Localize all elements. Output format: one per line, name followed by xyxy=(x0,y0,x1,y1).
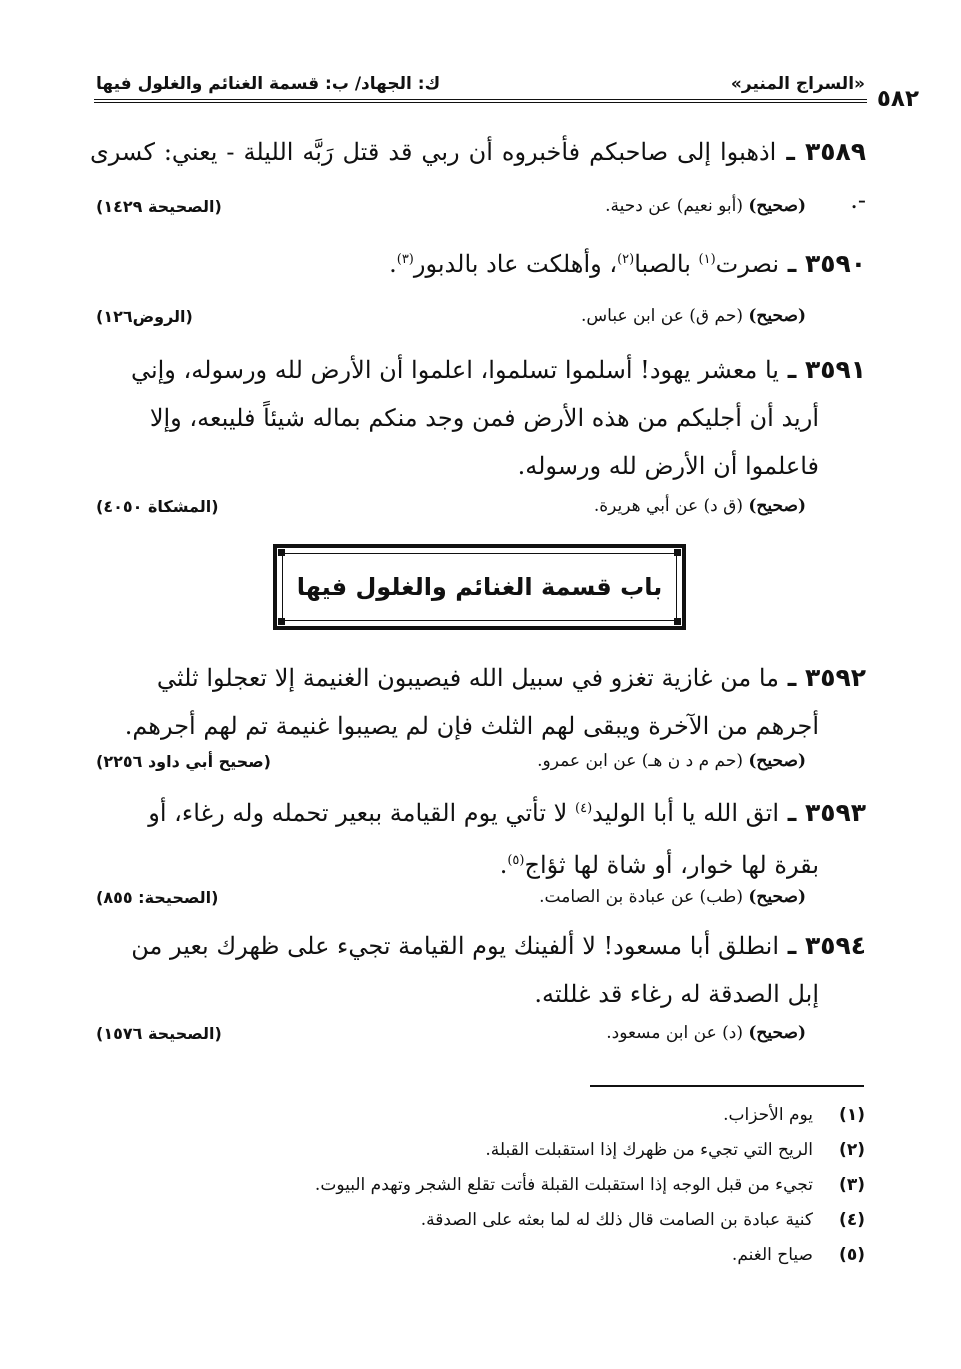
hadith-grade: (صحيح) xyxy=(748,306,806,326)
footnote-marker: (٥) xyxy=(507,853,525,868)
footnote-item xyxy=(200,1168,865,1203)
hadith-reference: (الصحيحة: ٨٥٥) xyxy=(96,887,219,907)
hadith-3592 xyxy=(90,654,866,750)
hadith-line: أجرهم من الآخرة ويبقى لهم الثلث فإن لم يصيبوا غنيمة تم لهم أجرهم. xyxy=(124,712,819,740)
hadith-text-part: ، وأهلكت عاد بالدبور xyxy=(413,250,618,278)
hadith-source: (د) عن ابن مسعود. xyxy=(606,1023,743,1043)
running-header xyxy=(96,64,865,94)
hadith-line: يا معشر يهود! أسلموا تسلموا، اعلموا أن الأرض لله ورسوله، وإني xyxy=(130,356,779,384)
footnote-marker: (٢) xyxy=(617,252,635,267)
footnotes xyxy=(200,1098,865,1273)
hadith-line: فاعلموا أن الأرض لله ورسوله. xyxy=(517,452,819,480)
hadith-source-line xyxy=(96,748,806,774)
hadith-text-part: . xyxy=(389,250,397,278)
hadith-number: ٣٥٩٠ ـ xyxy=(779,249,866,278)
hadith-reference: (الروض١٢٦) xyxy=(96,306,193,326)
hadith-source-line xyxy=(96,493,806,519)
hadith-reference: (الصحيحة ١٥٧٦) xyxy=(96,1023,222,1043)
hadith-line: ما من غازية تغزو في سبيل الله فيصيبون الغنيمة إلا تعجلوا ثلثي xyxy=(156,664,779,692)
footnote-text: كنية عبادة بن الصامت قال ذلك له لما بعثه على الصدقة. xyxy=(420,1210,813,1230)
hadith-source-line xyxy=(96,303,806,329)
hadith-grade: (صحيح) xyxy=(748,887,806,907)
hadith-grade: (صحيح) xyxy=(748,1023,806,1043)
hadith-number: ٣٥٩٤ ـ xyxy=(779,931,866,960)
footnote-marker: (٣) xyxy=(396,252,414,267)
box-corner-ornament xyxy=(674,618,681,625)
footnote-number: (٤) xyxy=(839,1210,865,1230)
box-corner-ornament xyxy=(278,618,285,625)
hadith-source: (ق د) عن أبي هريرة. xyxy=(593,496,743,516)
hadith-reference: (صحيح أبي داود ٢٢٥٦) xyxy=(96,751,271,771)
hadith-source: (طب) عن عبادة بن الصامت. xyxy=(539,887,743,907)
footnote-number: (٢) xyxy=(839,1140,865,1160)
footnote-number: (٥) xyxy=(839,1245,865,1265)
footnote-text: الريح التي تجيء من ظهرك إذا استقبلت القبلة. xyxy=(485,1140,813,1160)
box-corner-ornament xyxy=(674,549,681,556)
chapter-heading: باب قسمة الغنائم والغلول فيها xyxy=(282,553,677,621)
hadith-number: ٣٥٩١ ـ xyxy=(779,355,866,384)
hadith-line: أريد أن أجليكم من هذه الأرض فمن وجد منكم بماله شيئاً فليبعه، وإلا xyxy=(149,404,819,432)
hadith-source: (حم ق) عن ابن عباس. xyxy=(581,306,743,326)
section-title: ك: الجهاد/ ب: قسمة الغنائم والغلول فيها xyxy=(96,74,441,94)
hadith-text-part: اتق الله يا أبا الوليد xyxy=(592,799,779,827)
hadith-number: ٣٥٩٣ ـ xyxy=(779,798,866,827)
footnote-text: صياح الغنم. xyxy=(731,1245,813,1265)
hadith-source-line xyxy=(96,1020,806,1046)
chapter-heading-box xyxy=(273,544,686,630)
box-corner-ornament xyxy=(278,549,285,556)
hadith-number: ٣٥٨٩ ـ xyxy=(776,137,866,166)
hadith-line: اذهبوا إلى صاحبكم فأخبروه أن ربي قد قتل رَبَّه الليلة - يعني: كسرى -. xyxy=(90,138,866,214)
footnote-item xyxy=(200,1133,865,1168)
footnote-text: تجيء من قبل الوجه إذا استقبلت القبلة فأتت تقلع الشجر وتهدم البيوت. xyxy=(314,1175,813,1195)
hadith-line: إبل الصدقة له رغاء قد غللته. xyxy=(534,980,819,1008)
hadith-3593 xyxy=(90,785,866,889)
hadith-text-part: نصرت xyxy=(715,250,779,278)
footnote-rule xyxy=(590,1085,864,1087)
footnote-item xyxy=(200,1238,865,1273)
hadith-source-line xyxy=(96,884,806,910)
hadith-3594 xyxy=(90,922,866,1018)
hadith-line: انطلق أبا مسعود! لا ألفينك يوم القيامة تجيء على ظهرك بعير من xyxy=(131,932,779,960)
header-rule xyxy=(94,99,867,103)
hadith-number: ٣٥٩٢ ـ xyxy=(779,663,866,692)
footnote-number: (١) xyxy=(839,1105,865,1125)
footnote-item xyxy=(200,1098,865,1133)
hadith-grade: (صحيح) xyxy=(748,496,806,516)
hadith-reference: (المشكاة ٤٠٥٠) xyxy=(96,496,219,516)
hadith-grade: (صحيح) xyxy=(748,751,806,771)
hadith-text-part: بالصبا xyxy=(634,250,699,278)
hadith-source-line xyxy=(96,193,806,219)
hadith-3591 xyxy=(90,346,866,490)
book-title: «السراج المنير» xyxy=(730,74,865,94)
hadith-source: (حم م د ن هـ) عن ابن عمرو. xyxy=(537,751,743,771)
footnote-marker: (٤) xyxy=(575,801,593,816)
hadith-text-part: . xyxy=(499,851,508,879)
hadith-3590 xyxy=(90,236,866,288)
page-number: ٥٨٢ xyxy=(876,86,919,112)
footnote-number: (٣) xyxy=(839,1175,865,1195)
hadith-grade: (صحيح) xyxy=(748,196,806,216)
hadith-text-part: لا تأتي يوم القيامة ببعير تحمله وله رغاء، أو xyxy=(148,799,575,827)
hadith-source: (أبو نعيم) عن دحية. xyxy=(605,196,743,216)
footnote-text: يوم الأحزاب. xyxy=(723,1105,813,1125)
hadith-text-part: بقرة لها خوار، أو شاة لها ثؤاج xyxy=(524,851,819,879)
footnote-marker: (١) xyxy=(698,252,716,267)
hadith-reference: (الصحيحة ١٤٢٩) xyxy=(96,196,222,216)
footnote-item xyxy=(200,1203,865,1238)
